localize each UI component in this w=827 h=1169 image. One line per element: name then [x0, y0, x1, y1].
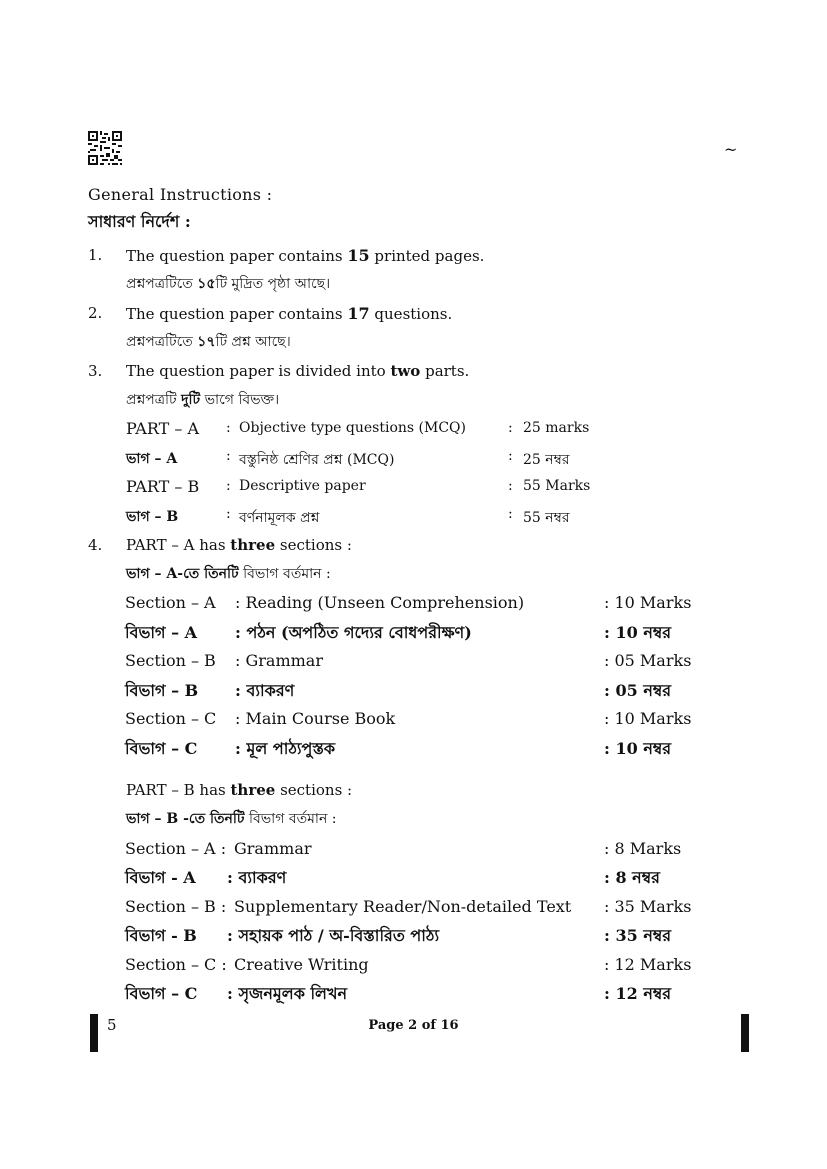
separator: : [226, 506, 231, 522]
part-label: ভাগ – B [126, 509, 179, 525]
section-marks: : 8 নম্বর [604, 868, 660, 887]
part-marks: 55 নম্বর [523, 510, 570, 526]
section-desc: : Main Course Book [235, 709, 396, 728]
section-desc: Creative Writing [234, 955, 369, 974]
item-number: 3. [88, 362, 103, 380]
part-label: ভাগ – A [126, 451, 178, 467]
part-label: PART – B [126, 477, 200, 496]
part-marks: 55 Marks [523, 478, 591, 494]
item-text-en: The question paper is divided into two parts. [126, 362, 470, 380]
part-b-intro-bn: ভাগ – B -তে তিনটি বিভাগ বর্তমান : [126, 811, 337, 827]
section-marks: : 12 নম্বর [604, 984, 672, 1003]
paper-code: 5 [107, 1016, 117, 1034]
part-label: PART – A [126, 419, 200, 438]
section-marks: : 10 Marks [604, 709, 692, 728]
section-desc: : Reading (Unseen Comprehension) [235, 593, 525, 612]
instructions-title-bn: সাধারণ নির্দেশ : [88, 212, 191, 231]
item-text-en: The question paper contains 15 printed pages. [126, 246, 485, 265]
section-label: বিভাগ - B [125, 926, 197, 945]
section-desc: : ব্যাকরণ [227, 868, 287, 887]
section-label: Section – B [125, 651, 216, 670]
item-text-bn: প্রশ্নপত্রটিতে ১৫টি মুদ্রিত পৃষ্ঠা আছে। [126, 276, 331, 292]
separator: : [226, 478, 231, 494]
separator: : [508, 506, 513, 522]
page-number: Page 2 of 16 [368, 1018, 459, 1033]
section-desc: Supplementary Reader/Non-detailed Text [234, 897, 572, 916]
section-label: বিভাগ – B [125, 681, 199, 700]
item-number: 1. [88, 246, 103, 264]
section-marks: : 10 Marks [604, 593, 692, 612]
section-marks: : 35 Marks [604, 897, 692, 916]
separator: : [508, 448, 513, 464]
footer-bar-right [741, 1014, 749, 1052]
section-label: বিভাগ – C [125, 984, 198, 1003]
section-desc: : ব্যাকরণ [235, 681, 295, 700]
part-desc: Descriptive paper [239, 478, 366, 494]
section-desc: : সৃজনমূলক লিখন [227, 984, 348, 1003]
part-desc: বস্তুনিষ্ঠ শ্রেণির প্রশ্ন (MCQ) [239, 452, 395, 468]
section-label: Section – B : [125, 897, 227, 916]
part-desc: Objective type questions (MCQ) [239, 420, 466, 436]
qr-code-icon [88, 131, 122, 165]
section-marks: : 05 নম্বর [604, 681, 672, 700]
instructions-title-en: General Instructions : [88, 185, 273, 204]
item-text-bn: ভাগ – A-তে তিনটি বিভাগ বর্তমান : [126, 566, 331, 582]
item-text-bn: প্রশ্নপত্রটি দুটি ভাগে বিভক্ত। [126, 392, 280, 408]
separator: : [508, 420, 513, 436]
section-marks: : 35 নম্বর [604, 926, 672, 945]
item-text-en: PART – A has three sections : [126, 536, 352, 554]
item-number: 2. [88, 304, 103, 322]
separator: : [226, 420, 231, 436]
part-b-intro-en: PART – B has three sections : [126, 781, 353, 799]
item-text-bn: প্রশ্নপত্রটিতে ১৭টি প্রশ্ন আছে। [126, 334, 291, 350]
item-number: 4. [88, 536, 103, 554]
section-label: বিভাগ – C [125, 739, 198, 758]
item-text-en: The question paper contains 17 questions. [126, 304, 453, 323]
part-marks: 25 নম্বর [523, 452, 570, 468]
section-desc: : মূল পাঠ্যপুস্তক [235, 739, 336, 758]
section-label: Section – A [125, 593, 216, 612]
part-desc: বর্ণনামূলক প্রশ্ন [239, 510, 320, 526]
section-label: Section – A : [125, 839, 227, 858]
section-label: বিভাগ - A [125, 868, 196, 887]
section-label: Section – C [125, 709, 217, 728]
section-desc: : সহায়ক পাঠ / অ-বিস্তারিত পাঠ্য [227, 926, 440, 945]
section-desc: Grammar [234, 839, 312, 858]
section-label: বিভাগ – A [125, 623, 198, 642]
separator: : [508, 478, 513, 494]
part-marks: 25 marks [523, 420, 590, 436]
separator: : [226, 448, 231, 464]
section-marks: : 8 Marks [604, 839, 682, 858]
section-desc: : Grammar [235, 651, 323, 670]
corner-mark: ~ [724, 140, 738, 159]
section-marks: : 12 Marks [604, 955, 692, 974]
section-marks: : 05 Marks [604, 651, 692, 670]
section-label: Section – C : [125, 955, 227, 974]
section-desc: : পঠন (অপঠিত গদ্যের বোধপরীক্ষণ) [235, 623, 472, 642]
section-marks: : 10 নম্বর [604, 739, 672, 758]
section-marks: : 10 নম্বর [604, 623, 672, 642]
